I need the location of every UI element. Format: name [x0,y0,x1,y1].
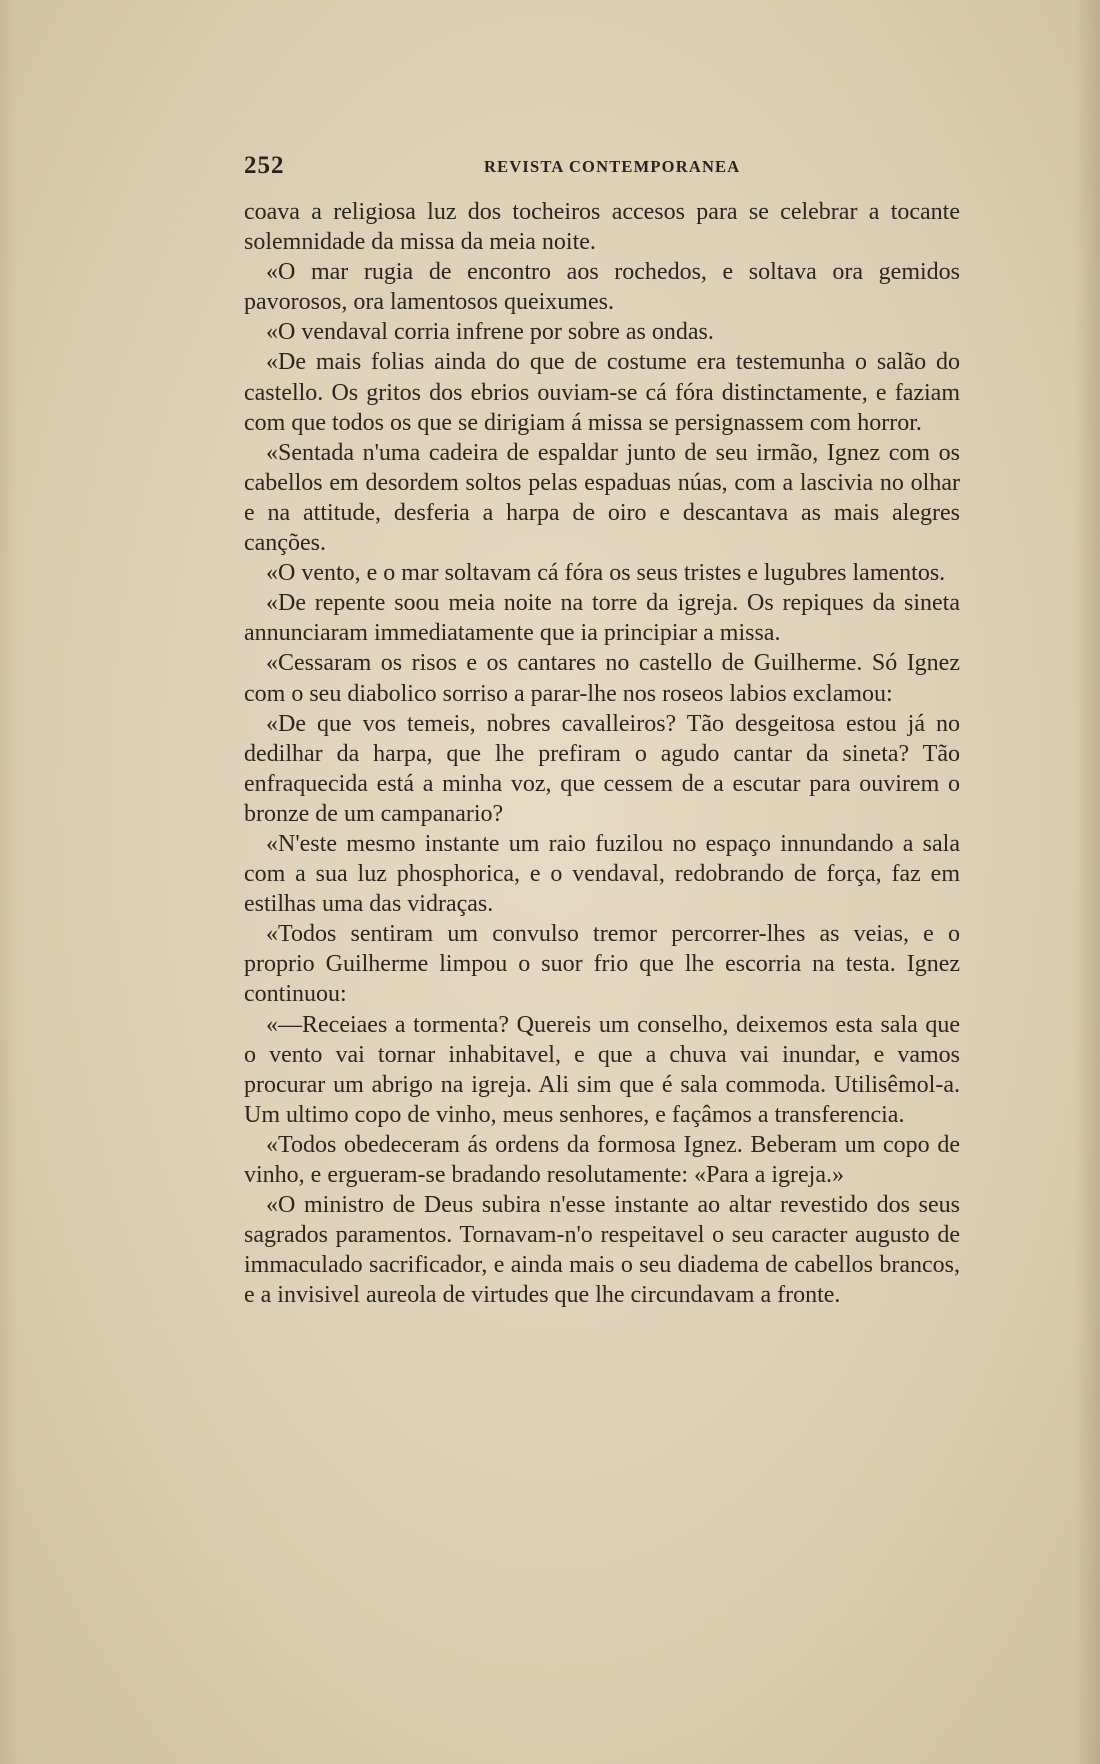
paragraph: «O vendaval corria infrene por sobre as ondas. [266,319,714,346]
paragraph: «N'este mesmo instante um raio fuzilou no espaço innundando a sala com a sua luz phosphorica, e o vendaval, redobrando de força, faz em estilhas uma das vidraças. [244,830,960,918]
paragraph: «De repente soou meia noite na torre da igreja. Os repiques da sineta annunciaram immediatamente que ia principiar a missa. [244,590,960,647]
page-number: 252 [244,152,285,179]
paragraph: «O mar rugia de encontro aos rochedos, e soltava ora gemidos pavorosos, ora lamentosos queixumes. [244,259,960,316]
paragraph: «De mais folias ainda do que de costume era testemunha o salão do castello. Os gritos dos ebrios ouviam-se cá fóra distinctamente, e faziam com que todos os que se dirigiam á missa se persignassem com horror. [244,349,960,436]
running-title: REVISTA CONTEMPORANEA [484,157,741,176]
paragraph: «—Receiaes a tormenta? Quereis um conselho, deixemos esta sala que o vento vai tornar inhabitavel, e que a chuva vai inundar, e vamos procurar um abrigo na igreja. Ali sim que é sala commoda. Utilisêmol-a. Um ultimo copo de vinho, meus senhores, e façâmos a transferencia. [244,1011,960,1128]
paragraph: «Cessaram os risos e os cantares no castello de Guilherme. Só Ignez com o seu diabolico sorriso a parar-lhe nos roseos labios exclamou: [244,650,960,707]
paragraph: «De que vos temeis, nobres cavalleiros? Tão desgeitosa estou já no dedilhar da harpa, que lhe prefiram o agudo cantar da sineta? Tão enfraquecida está a minha voz, que cessem de a escutar para ouvirem o bronze de um campanario? [244,710,960,827]
paragraph: coava a religiosa luz dos tocheiros accesos para se celebrar a tocante solemnidade da missa da meia noite. [244,199,960,256]
paragraph: «O ministro de Deus subira n'esse instante ao altar revestido dos seus sagrados paramentos. Tornavam-n'o respeitavel o seu caracter augusto de immaculado sacrificador, e ainda mais o seu diadema de cabellos brancos, e a invisivel aureola de virtudes que lhe circundavam a fronte. [244,1192,960,1309]
body-text [244,197,960,1310]
paragraph: «Todos obedeceram ás ordens da formosa Ignez. Beberam um copo de vinho, e ergueram-se bradando resolutamente: «Para a igreja.» [244,1131,960,1188]
page-shadow-right [1074,0,1100,1764]
page-shadow-left [0,0,18,1764]
page-header [244,152,960,182]
paragraph: «O vento, e o mar soltavam cá fóra os seus tristes e lugubres lamentos. [266,560,946,587]
paragraph: «Todos sentiram um convulso tremor percorrer-lhes as veias, e o proprio Guilherme limpou o suor frio que lhe escorria na testa. Ignez continuou: [244,921,960,1008]
paragraph: «Sentada n'uma cadeira de espaldar junto de seu irmão, Ignez com os cabellos em desordem soltos pelas espaduas núas, com a lascivia no olhar e na attitude, desferia a harpa de oiro e descantava as mais alegres canções. [244,439,960,557]
